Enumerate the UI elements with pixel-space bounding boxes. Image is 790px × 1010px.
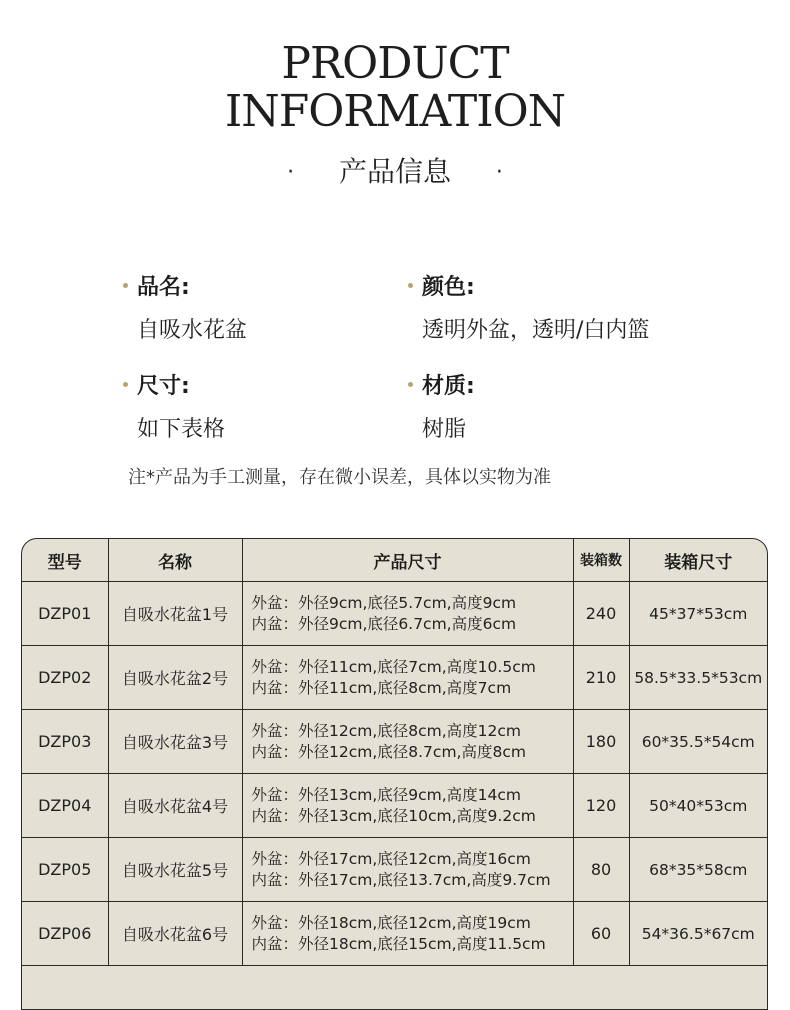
cell-size xyxy=(242,902,573,966)
cell-qty: 180 xyxy=(573,710,629,774)
info-material xyxy=(422,369,475,443)
info-material-value: 树脂 xyxy=(422,417,467,442)
cell-size xyxy=(242,582,573,646)
header-name: 名称 xyxy=(108,539,242,582)
cell-name: 自吸水花盆1号 xyxy=(108,582,242,646)
inner-size: 内盆：外径12cm,底径8.7cm,高度8cm xyxy=(251,742,526,761)
header-qty: 装箱数 xyxy=(573,539,629,582)
measurement-note: 注*产品为手工测量，存在微小误差，具体以实物为准 xyxy=(128,467,551,488)
table-row xyxy=(22,902,767,966)
title-line-1: PRODUCT xyxy=(281,38,509,89)
cell-model: DZP02 xyxy=(22,646,108,710)
subtitle-dot-left: · xyxy=(287,160,295,185)
table-row xyxy=(22,710,767,774)
info-size-label: 尺寸: xyxy=(137,374,190,399)
info-color-value: 透明外盆，透明/白内篮 xyxy=(422,318,650,343)
cell-name: 自吸水花盆2号 xyxy=(108,646,242,710)
info-material-label: 材质: xyxy=(422,374,475,399)
header-box-size: 装箱尺寸 xyxy=(629,539,767,582)
cell-model: DZP03 xyxy=(22,710,108,774)
subtitle xyxy=(0,150,790,190)
outer-size: 外盆：外径17cm,底径12cm,高度16cm xyxy=(251,849,531,868)
inner-size: 内盆：外径9cm,底径6.7cm,高度6cm xyxy=(251,614,517,633)
outer-size: 外盆：外径9cm,底径5.7cm,高度9cm xyxy=(251,593,517,612)
cell-name: 自吸水花盆4号 xyxy=(108,774,242,838)
cell-box-size: 58.5*33.5*53cm xyxy=(629,646,767,710)
info-size xyxy=(137,369,225,443)
cell-size xyxy=(242,774,573,838)
cell-name: 自吸水花盆5号 xyxy=(108,838,242,902)
cell-box-size: 68*35*58cm xyxy=(629,838,767,902)
cell-qty: 240 xyxy=(573,582,629,646)
subtitle-text: 产品信息 xyxy=(338,155,451,188)
cell-size xyxy=(242,710,573,774)
info-size-value: 如下表格 xyxy=(137,417,226,442)
product-table-container xyxy=(21,538,768,1010)
inner-size: 内盆：外径11cm,底径8cm,高度7cm xyxy=(251,678,512,697)
info-name xyxy=(137,270,247,344)
cell-size xyxy=(242,646,573,710)
cell-model: DZP04 xyxy=(22,774,108,838)
outer-size: 外盆：外径13cm,底径9cm,高度14cm xyxy=(251,785,522,804)
cell-box-size: 50*40*53cm xyxy=(629,774,767,838)
info-name-label: 品名: xyxy=(137,275,190,300)
inner-size: 内盆：外径18cm,底径15cm,高度11.5cm xyxy=(251,934,546,953)
cell-name: 自吸水花盆3号 xyxy=(108,710,242,774)
info-name-value: 自吸水花盆 xyxy=(137,318,248,343)
cell-qty: 60 xyxy=(573,902,629,966)
cell-model: DZP01 xyxy=(22,582,108,646)
product-table xyxy=(22,539,767,966)
cell-box-size: 54*36.5*67cm xyxy=(629,902,767,966)
table-row xyxy=(22,646,767,710)
cell-name: 自吸水花盆6号 xyxy=(108,902,242,966)
table-row xyxy=(22,774,767,838)
outer-size: 外盆：外径18cm,底径12cm,高度19cm xyxy=(251,913,531,932)
table-row xyxy=(22,838,767,902)
cell-size xyxy=(242,838,573,902)
cell-qty: 80 xyxy=(573,838,629,902)
header-model: 型号 xyxy=(22,539,108,582)
info-color xyxy=(422,270,649,344)
title-line-2: INFORMATION xyxy=(224,86,566,137)
table-header-row xyxy=(22,539,767,582)
cell-box-size: 45*37*53cm xyxy=(629,582,767,646)
cell-box-size: 60*35.5*54cm xyxy=(629,710,767,774)
bullet-icon xyxy=(123,382,128,387)
bullet-icon xyxy=(408,382,413,387)
info-color-label: 颜色: xyxy=(422,275,475,300)
cell-qty: 210 xyxy=(573,646,629,710)
header-size: 产品尺寸 xyxy=(242,539,573,582)
bullet-icon xyxy=(408,283,413,288)
table-row xyxy=(22,582,767,646)
inner-size: 内盆：外径13cm,底径10cm,高度9.2cm xyxy=(251,806,536,825)
bullet-icon xyxy=(123,283,128,288)
subtitle-dot-right: · xyxy=(495,160,503,185)
outer-size: 外盆：外径12cm,底径8cm,高度12cm xyxy=(251,721,522,740)
inner-size: 内盆：外径17cm,底径13.7cm,高度9.7cm xyxy=(251,870,551,889)
cell-qty: 120 xyxy=(573,774,629,838)
outer-size: 外盆：外径11cm,底径7cm,高度10.5cm xyxy=(251,657,536,676)
cell-model: DZP05 xyxy=(22,838,108,902)
cell-model: DZP06 xyxy=(22,902,108,966)
